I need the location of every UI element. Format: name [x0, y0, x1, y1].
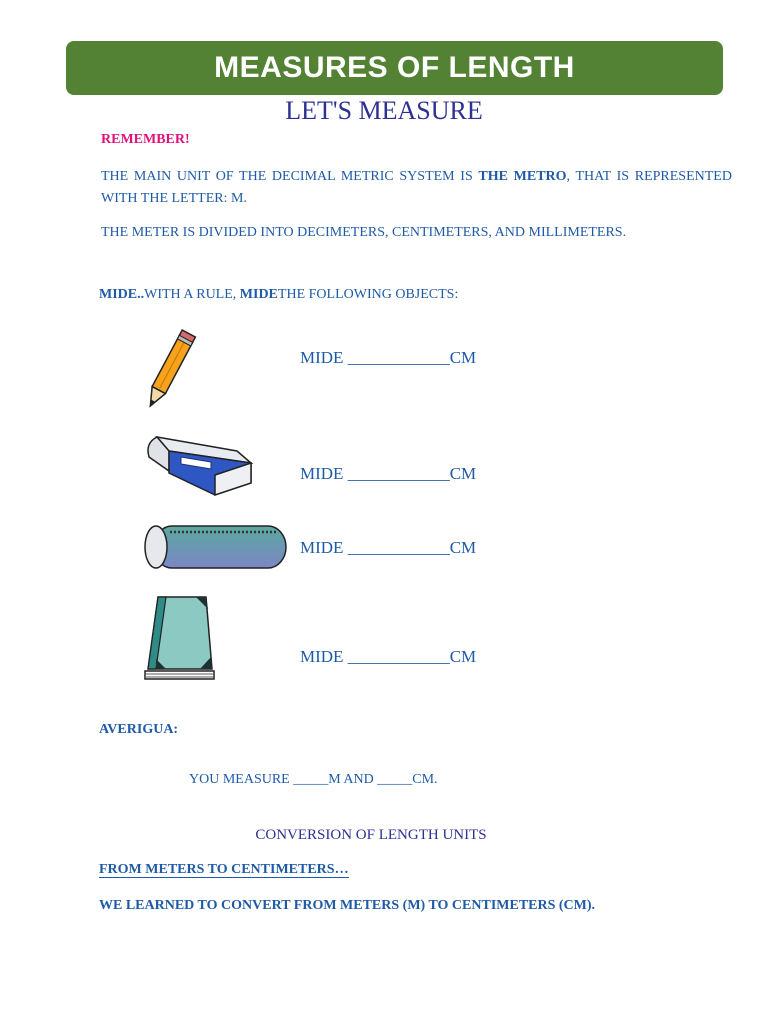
instruction-bold-1: MIDE..	[99, 287, 145, 302]
page-subtitle: LET'S MEASURE	[285, 96, 483, 125]
pencil-case-icon	[142, 523, 292, 571]
instruction-text-1: WITH A RULE,	[144, 287, 240, 302]
notebook-icon	[142, 595, 218, 683]
pencil-case-measure-prompt: MIDE ____________CM	[300, 538, 477, 557]
you-measure-text: YOU MEASURE _____M AND _____CM.	[189, 772, 438, 787]
pencil-icon	[140, 325, 200, 415]
measure-instruction	[99, 287, 458, 303]
conversion-heading: CONVERSION OF LENGTH UNITS	[255, 827, 487, 843]
metro-term: THE METRO	[478, 169, 567, 184]
remember-label: REMEMBER!	[101, 132, 190, 147]
meters-to-centimeters-heading	[99, 862, 349, 878]
conversion-explanation: WE LEARNED TO CONVERT FROM METERS (M) TO CENTIMETERS (CM).	[99, 898, 596, 913]
averigua-label: AVERIGUA:	[99, 722, 179, 737]
page-title: MEASURES OF LENGTH	[214, 51, 575, 84]
meter-division-paragraph: THE METER IS DIVIDED INTO DECIMETERS, CENTIMETERS, AND MILLIMETERS.	[101, 225, 627, 240]
subheading-text: FROM METERS TO CENTIMETERS…	[99, 862, 349, 877]
paragraph-text-start: THE MAIN UNIT OF THE DECIMAL METRIC SYSTEM IS	[101, 169, 479, 184]
pencil-measure-prompt: MIDE ____________CM	[300, 348, 477, 367]
instruction-text-2: THE FOLLOWING OBJECTS:	[277, 287, 459, 302]
notebook-measure-prompt: MIDE ____________CM	[300, 647, 477, 666]
paragraph-text-end: , THAT IS REPRESENTED WITH THE LETTER: M.	[101, 169, 732, 206]
title-banner	[66, 41, 723, 95]
instruction-bold-2: MIDE	[239, 287, 278, 302]
eraser-icon	[143, 433, 255, 499]
eraser-measure-prompt: MIDE ____________CM	[300, 464, 477, 483]
metric-unit-paragraph	[101, 166, 732, 210]
